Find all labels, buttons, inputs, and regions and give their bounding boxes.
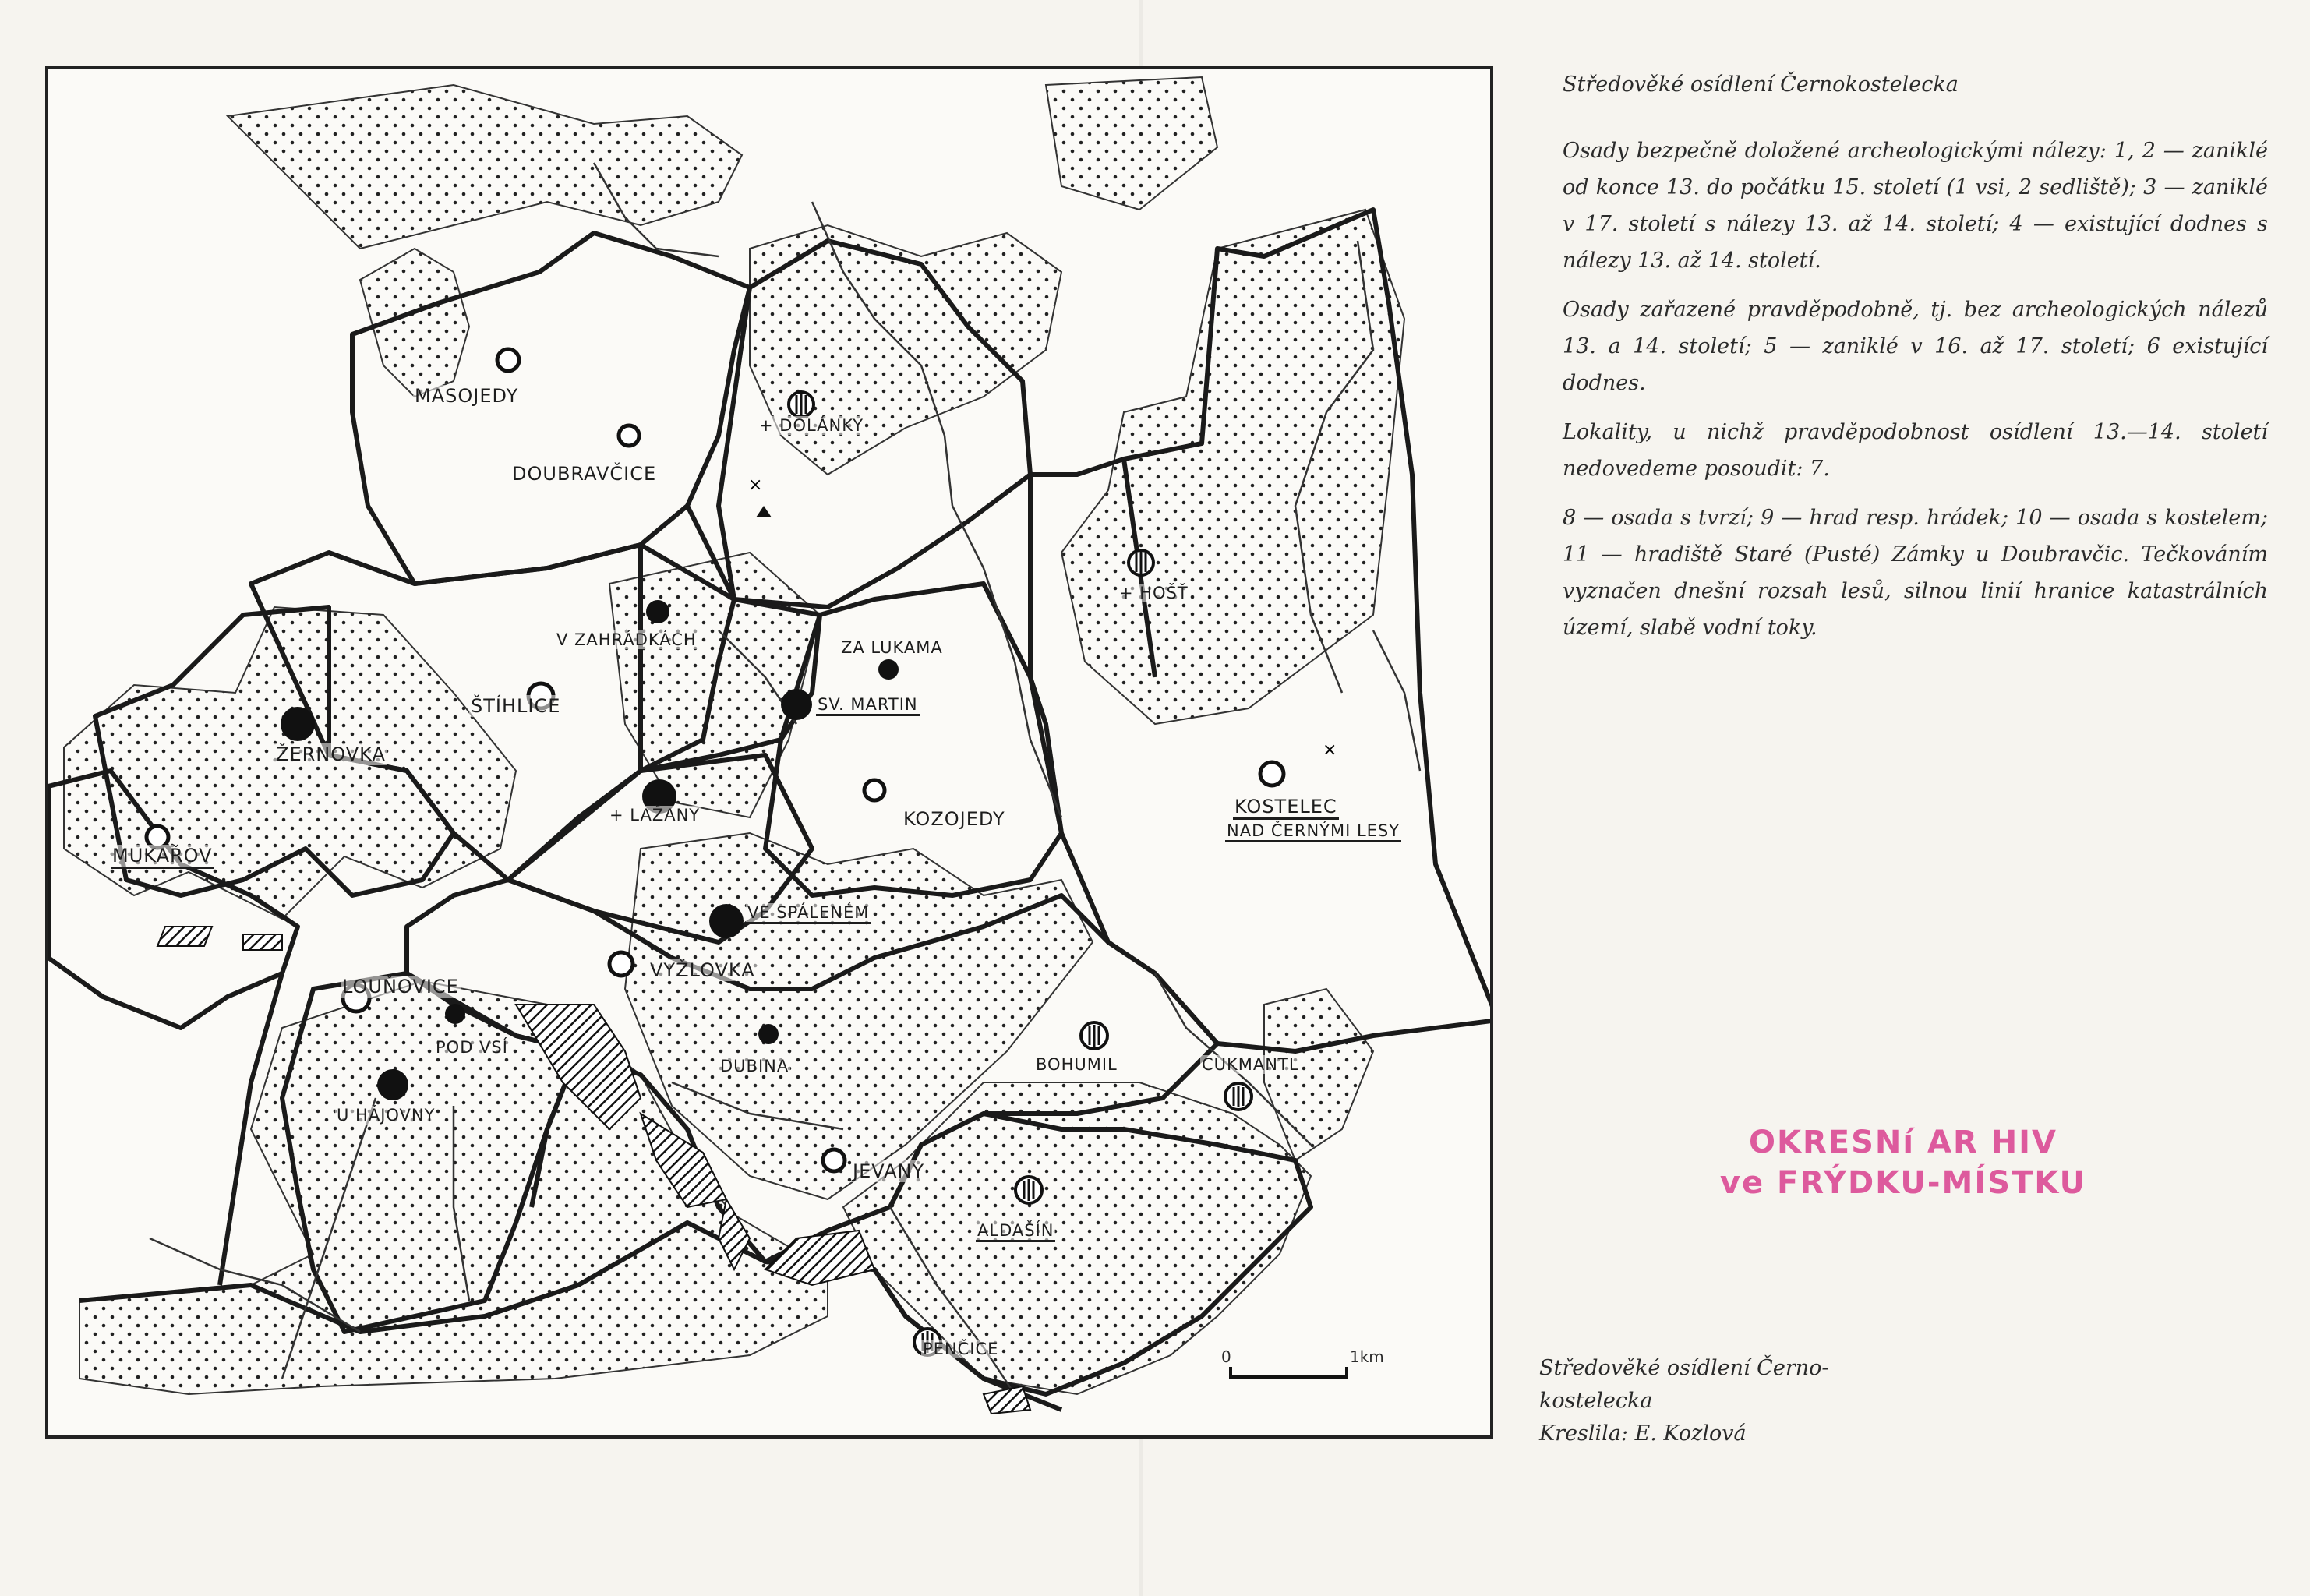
deserted-village-marker	[646, 600, 669, 623]
place-lounovice: LOUŇOVICE	[342, 976, 459, 998]
map-frame	[45, 66, 1493, 1439]
cross-mark: ×	[748, 475, 763, 495]
forest-north-strip	[228, 85, 742, 249]
deserted-village-marker	[878, 659, 899, 680]
place-kostelec: KOSTELEC	[1233, 796, 1339, 820]
forest-nw	[360, 249, 469, 397]
scale-km: 1km	[1350, 1347, 1384, 1366]
stream-3	[952, 506, 1061, 817]
cross-mark: ×	[1323, 740, 1337, 760]
deserted-village-marker	[445, 1004, 465, 1024]
place-u-hajovny: U HÁJOVNY	[337, 1106, 436, 1125]
legend-paragraph-3: Lokality, u nichž pravděpodobnost osídlení 13.—14. století nedovedeme posoudit: 7.	[1563, 420, 2268, 481]
pond-5	[157, 927, 212, 946]
place-aldasin: ALDAŠÍN	[976, 1221, 1055, 1242]
scale-zero: 0	[1221, 1347, 1231, 1366]
bottom-caption	[1539, 1352, 1929, 1450]
deserted-village-marker	[709, 904, 744, 938]
place-mukarov: MUKAŘOV	[111, 845, 214, 869]
legend-paragraph-2: Osady zařazené pravděpodobně, tj. bez archeologických nálezů 13. a 14. století; 5 — zaniklé v 16. až 17. století; 6 existující dodnes.	[1563, 298, 2268, 395]
place-stihlice: ŠTÍHLICE	[471, 695, 561, 717]
legend-paragraph-4: 8 — osada s tvrzí; 9 — hrad resp. hrádek; 10 — osada s kostelem; 11 — hradiště Staré (Pusté) Zámky u Doubravčic. Tečkováním vyznačen dnešní rozsah lesů, silnou linií hranice katastrálních území, slabě vodní toky.	[1563, 506, 2268, 640]
stamp-line-1: OKRESNí AR HIV	[1748, 1125, 2058, 1160]
place-masojedy: MASOJEDY	[415, 385, 519, 407]
place-kostelec-subtitle: NAD ČERNÝMI LESY	[1225, 821, 1401, 842]
place-kozojedy: KOZOJEDY	[903, 808, 1005, 830]
caption-author: Kreslila: E. Kozlová	[1539, 1421, 1747, 1446]
stream-12	[1373, 630, 1420, 771]
deserted-village-marker	[758, 1024, 779, 1044]
pond-7	[984, 1386, 1030, 1414]
forest-north-right	[1046, 77, 1217, 210]
place-za-lukama: ZA LUKAMA	[841, 638, 943, 657]
place-cukmantl: CUKMANTL	[1202, 1055, 1299, 1074]
place-jevany: JEVANY	[853, 1160, 925, 1182]
map-drawing	[48, 69, 1490, 1435]
map-heading: Středověké osídlení Černokostelecka	[1563, 72, 1959, 97]
forest-areas	[64, 77, 1404, 1394]
map-legend	[1563, 132, 2268, 659]
place-lazany: + LAŽANY	[609, 806, 701, 824]
place-bohumil: BOHUMIL	[1036, 1055, 1118, 1074]
caption-line-2: kostelecka	[1539, 1389, 1653, 1413]
archive-stamp	[1685, 1122, 2121, 1203]
place-dubina: DUBINA	[720, 1057, 789, 1075]
caption-line-1: Středověké osídlení Černo-	[1539, 1356, 1829, 1380]
place-dolanky: + DOLÁNKY	[759, 416, 864, 435]
pond-6	[243, 934, 282, 950]
hillfort-triangle	[756, 506, 772, 517]
legend-paragraph-1: Osady bezpečně doložené archeologickými nálezy: 1, 2 — zaniklé od konce 13. do počátku 15. století (1 vsi, 2 sedliště); 3 — zaniklé v 17. století s nálezy 13. až 14. století; 4 — existující dodnes s nálezy 13. až 14. století.	[1563, 139, 2268, 273]
deserted-village-marker	[781, 689, 812, 720]
place-pod-vsi: POD VSÍ	[436, 1038, 508, 1057]
place-doubravcice: DOUBRAVČICE	[512, 463, 657, 485]
place-pencice: PENČICE	[923, 1340, 999, 1358]
place-ve-spalenem: VE SPÁLENÉM	[746, 903, 871, 924]
deserted-village-marker	[377, 1069, 408, 1100]
scale-bar	[1229, 1367, 1348, 1379]
place-v-zahradkach: V ZAHRÁDKÁCH	[556, 630, 697, 649]
place-vyzlovka: VYŽLOVKA	[650, 959, 755, 981]
stamp-line-2: ve FRÝDKU-MÍSTKU	[1719, 1165, 2087, 1201]
place-zernovka: ŽERNOVKA	[276, 743, 386, 765]
forest-east	[1061, 210, 1404, 724]
deserted-village-marker	[281, 707, 315, 741]
place-sv-martin: SV. MARTIN	[816, 695, 920, 716]
place-host: + HOŠŤ	[1119, 584, 1189, 602]
forest-far-east	[1264, 989, 1373, 1160]
